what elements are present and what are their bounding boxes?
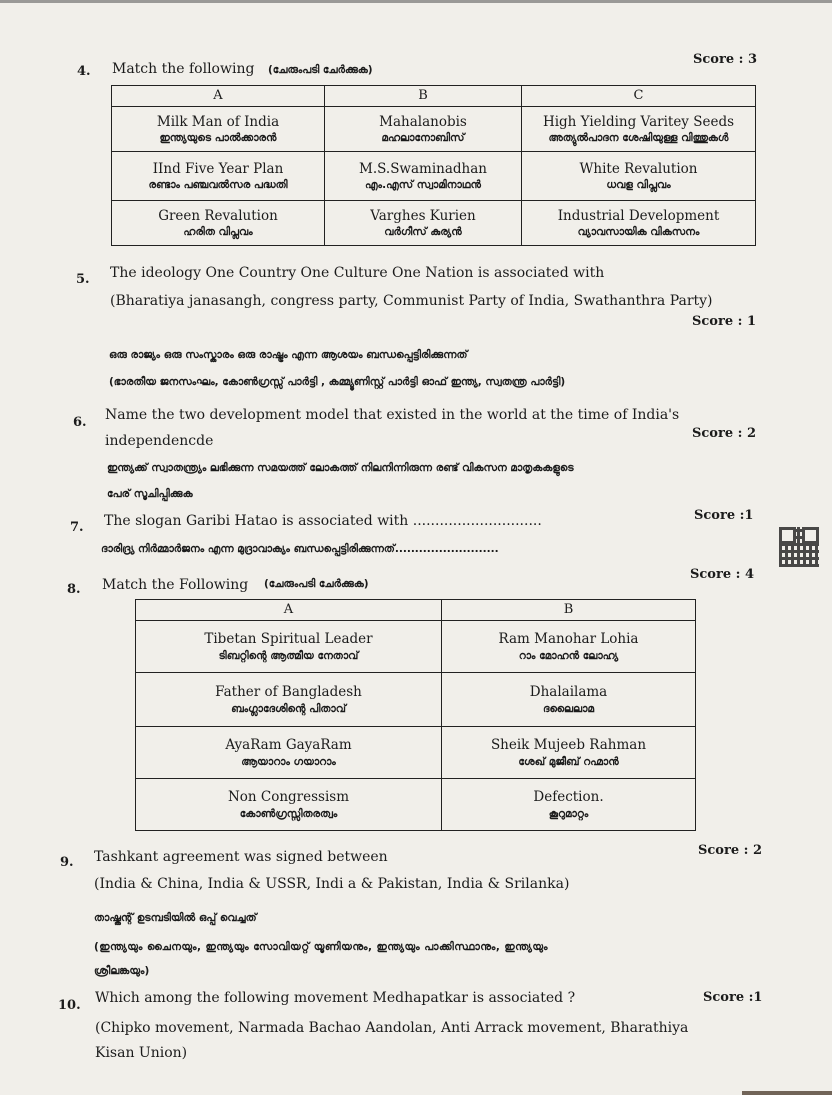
question-text: Name the two development model that existed in the world at the time of India's [105,407,680,423]
score-label: Score : 2 [698,843,762,858]
question-options-continued: Kisan Union) [95,1045,188,1061]
table-row [136,673,696,727]
table-cell: Milk Man of India ഇന്ത്യയുടെ പാൽക്കാരൻ [112,107,325,152]
question-number: 9. [60,855,74,870]
match-table-q8 [135,599,696,831]
table-row [136,779,696,831]
question-title: Match the following [112,61,255,77]
page-corner-shadow [742,1091,832,1095]
question-number: 7. [70,520,84,535]
question-options-ml: (ഭാരതീയ ജനസംഘം, കോൺഗ്രസ്സ് പാർട്ടി , കമ്മ്യൂണിസ്റ്റ് പാർട്ടി ഓഫ് ഇന്ത്യ, സ്വതന്ത്ര പാർട്ടി) [109,376,566,388]
table-cell: M.S.Swaminadhan എം.എസ് സ്വാമിനാഥൻ [325,152,522,201]
score-label: Score : 3 [693,52,757,67]
page-edge-shadow [0,0,832,3]
question-text-ml: താഷ്കന്റ് ഉടമ്പടിയിൽ ഒപ്പ് വെച്ചത് [94,912,257,924]
table-cell: Ram Manohar Lohia റാം മോഹൻ ലോഹ്യ [442,621,696,673]
question-options: (Chipko movement, Narmada Bachao Aandolan, Anti Arrack movement, Bharathiya [95,1020,689,1036]
question-number: 6. [73,415,87,430]
question-number: 5. [76,272,90,287]
score-label: Score : 1 [692,314,756,329]
question-number: 8. [67,582,81,597]
table-cell: Varghes Kurien വർഗീസ് കുര്യൻ [325,201,522,246]
table-cell: Mahalanobis മഹലാനോബിസ് [325,107,522,152]
table-row [112,152,756,201]
question-text-ml: ഒരു രാജ്യം ഒരു സംസ്കാരം ഒരു രാഷ്ട്രം എന്ന ആശയം ബന്ധപ്പെട്ടിരിക്കുന്നത് [109,349,468,361]
table-row [136,727,696,779]
question-text-continued: independencde [105,433,214,449]
question-title-ml: (ചേരുംപടി ചേർക്കുക) [264,578,369,590]
question-number: 4. [77,64,91,79]
column-header: B [442,600,696,621]
table-cell: Sheik Mujeeb Rahman ശേഖ് മുജീബ് റഹ്മാൻ [442,727,696,779]
question-options-ml: (ഇന്ത്യയും ചൈനയും, ഇന്ത്യയും സോവിയറ്റ് യൂണിയനും, ഇന്ത്യയും പാക്കിസ്ഥാനും, ഇന്ത്യയും [94,941,549,953]
question-options: (India & China, India & USSR, Indi a & Pakistan, India & Srilanka) [94,876,570,892]
match-table-q4 [111,85,756,246]
table-cell: Green Revalution ഹരിത വിപ്ലവം [112,201,325,246]
table-cell: Dhalailama ദലൈലാമ [442,673,696,727]
column-header: B [325,86,522,107]
question-text-ml: ദാരിദ്ര്യ നിർമ്മാർജനം എന്ന മുദ്രാവാക്യം ബന്ധപ്പെട്ടിരിക്കുന്നത്.......................... [101,543,499,555]
column-header: A [112,86,325,107]
question-number: 10. [58,998,81,1013]
score-label: Score :1 [703,990,763,1005]
score-label: Score : 2 [692,426,756,441]
column-header: C [522,86,756,107]
table-cell: High Yielding Varitey Seeds അത്യുൽപാദന ശേഷിയുള്ള വിത്തുകൾ [522,107,756,152]
table-row [136,621,696,673]
question-text: The ideology One Country One Culture One Nation is associated with [110,265,605,281]
table-row [112,107,756,152]
score-label: Score : 4 [690,567,754,582]
question-title: Match the Following [102,577,249,593]
column-header: A [136,600,442,621]
table-cell: Father of Bangladesh ബംഗ്ലാദേശിന്റെ പിതാവ് [136,673,442,727]
question-text-ml-continued: പേര് സൂചിപ്പിക്കുക [107,488,193,500]
table-cell: IInd Five Year Plan രണ്ടാം പഞ്ചവൽസര പദ്ധതി [112,152,325,201]
qr-code [779,527,819,567]
question-text: Tashkant agreement was signed between [94,849,388,865]
question-text-ml: ഇന്ത്യക്ക് സ്വാതന്ത്ര്യം ലഭിക്കുന്ന സമയത്ത് ലോകത്ത് നിലനിന്നിരുന്ന രണ്ട് വികസന മാതൃകകളുടെ [107,462,574,474]
question-options-ml-continued: ശ്രീലങ്കയും) [94,965,150,977]
table-cell: Industrial Development വ്യാവസായിക വികസനം [522,201,756,246]
question-title-ml: (ചേരുംപടി ചേർക്കുക) [268,64,373,76]
table-row [112,201,756,246]
question-text: The slogan Garibi Hatao is associated with ............................. [104,513,542,529]
question-text: Which among the following movement Medhapatkar is associated ? [95,990,576,1006]
table-cell: Tibetan Spiritual Leader ടിബറ്റിന്റെ ആത്മീയ നേതാവ് [136,621,442,673]
score-label: Score :1 [694,508,754,523]
table-cell: AyaRam GayaRam ആയാറാം ഗയാറാം [136,727,442,779]
table-cell: Non Congressism കോൺഗ്രസ്സിതരത്വം [136,779,442,831]
question-options: (Bharatiya janasangh, congress party, Communist Party of India, Swathanthra Party) [110,293,713,309]
table-cell: Defection. കൂറുമാറ്റം [442,779,696,831]
table-cell: White Revalution ധവള വിപ്ലവം [522,152,756,201]
